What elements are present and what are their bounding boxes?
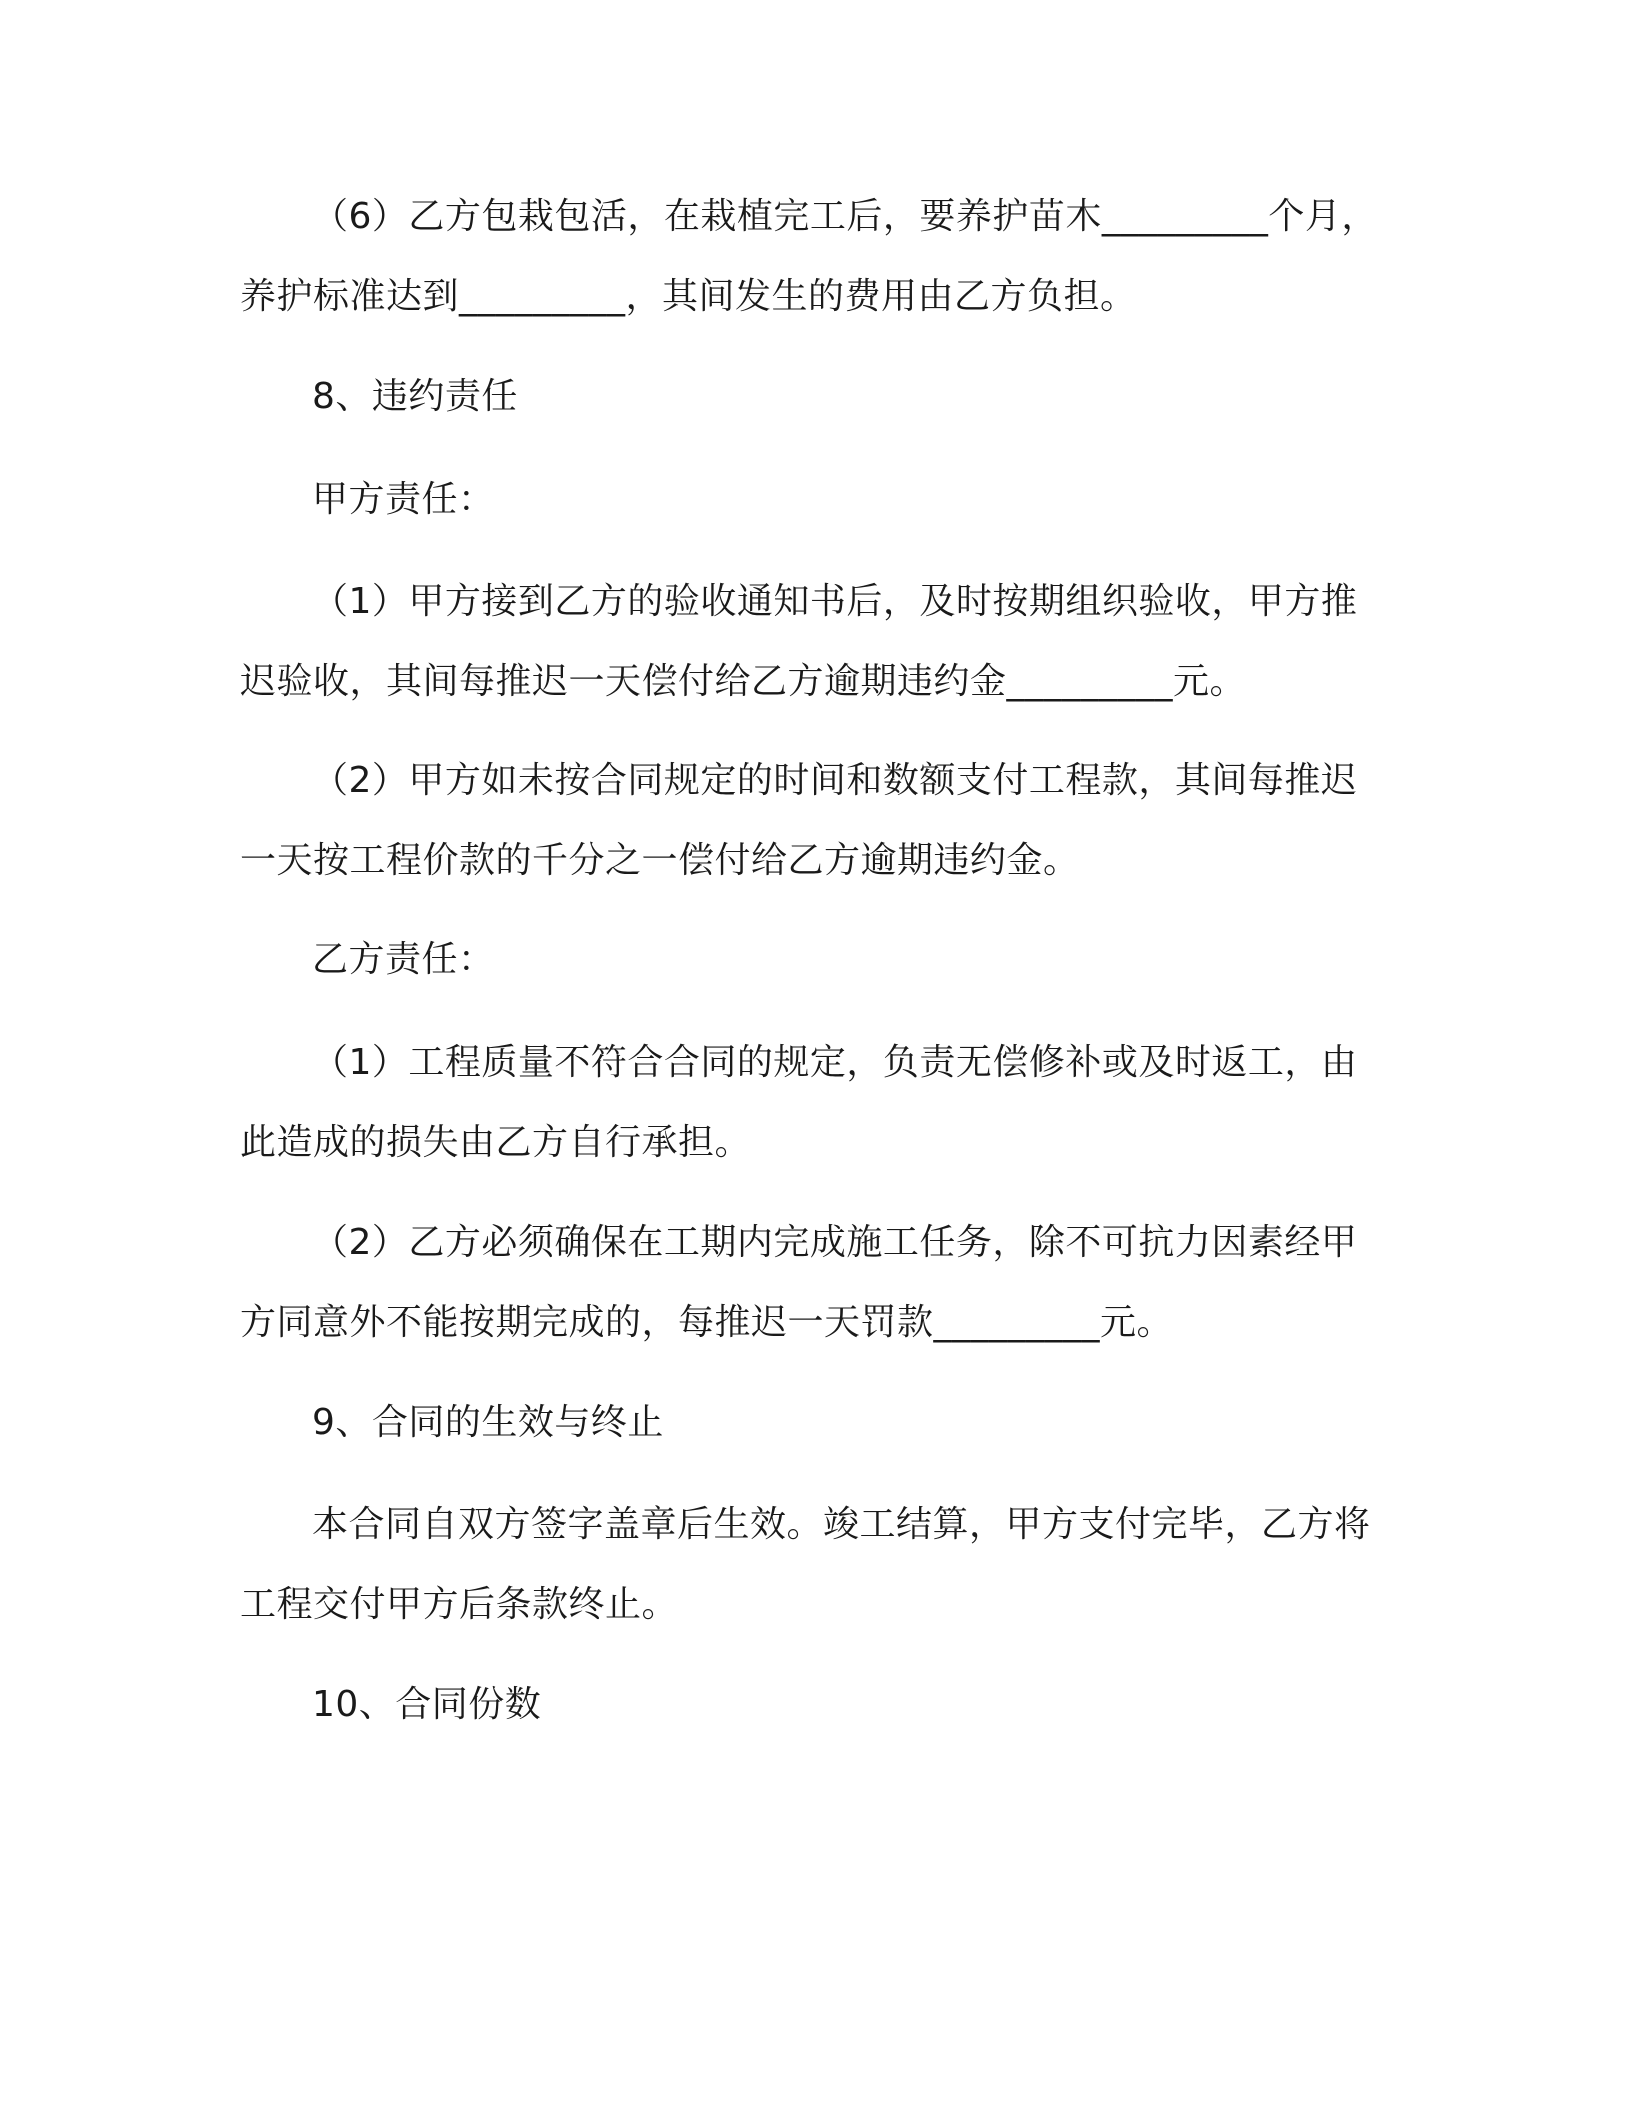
- party-a-clause-2: （2）甲方如未按合同规定的时间和数额支付工程款，其间每推迟一天按工程价款的千分之一偿付给乙方逾期违约金。: [240, 760, 1358, 881]
- section-10-heading: 10、合同份数: [312, 1684, 542, 1725]
- party-b-responsibility-heading: 乙方责任：: [312, 939, 495, 980]
- party-b-clause-2: （2）乙方必须确保在工期内完成施工任务，除不可抗力因素经甲方同意外不能按期完成的，每推迟一天罚款_________元。: [240, 1222, 1358, 1343]
- section-9-heading: 9、合同的生效与终止: [312, 1402, 664, 1443]
- party-a-clause-1: （1）甲方接到乙方的验收通知书后，及时按期组织验收，甲方推迟验收，其间每推迟一天偿付给乙方逾期违约金_________元。: [240, 581, 1358, 702]
- party-b-clause-1: （1）工程质量不符合合同的规定，负责无偿修补或及时返工，由此造成的损失由乙方自行承担。: [240, 1042, 1358, 1163]
- party-a-responsibility-heading: 甲方责任：: [312, 479, 495, 520]
- document-page: [240, 0, 1390, 2112]
- section-8-heading: 8、违约责任: [312, 376, 518, 417]
- section-9-body: 本合同自双方签字盖章后生效。竣工结算，甲方支付完毕，乙方将工程交付甲方后条款终止。: [240, 1504, 1371, 1625]
- clause-6-maintenance: （6）乙方包栽包活，在栽植完工后，要养护苗木_________个月，养护标准达到_________，其间发生的费用由乙方负担。: [240, 196, 1378, 317]
